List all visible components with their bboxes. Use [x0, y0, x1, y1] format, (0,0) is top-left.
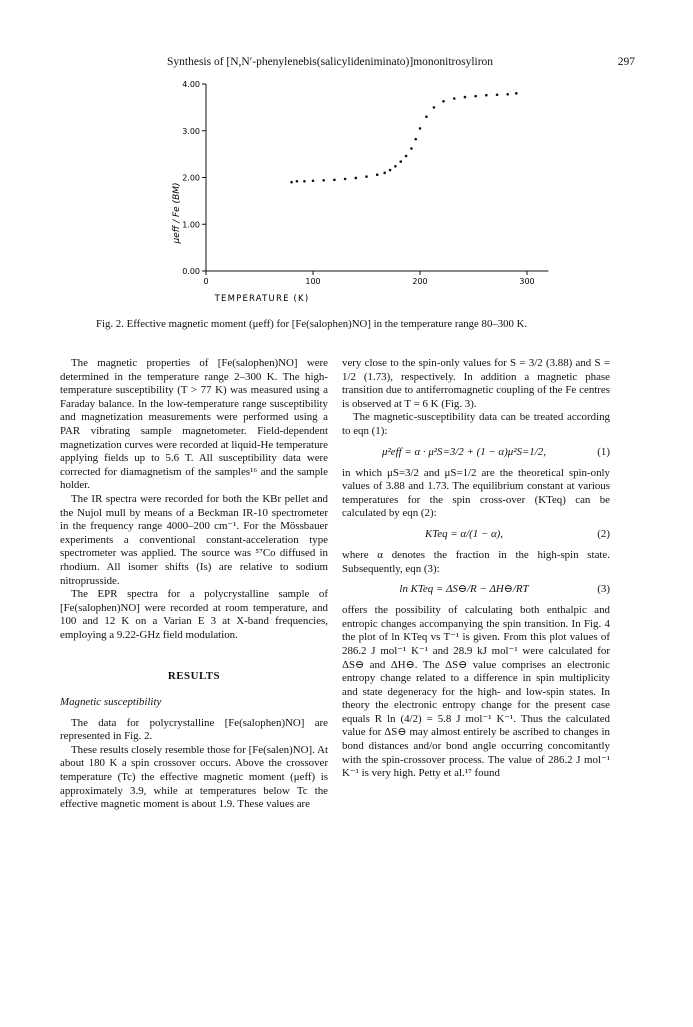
- chart-axes: [206, 84, 548, 271]
- data-point: [399, 160, 402, 163]
- y-ticks: [182, 80, 206, 276]
- paragraph: The IR spectra were recorded for both the KBr pellet and the Nujol mull by means of a Beckman IR-10 spectrometer in the frequency range 4000–200 cm⁻¹. For the Mössbauer experiments a conventional constant-acceleration type spectrometer was applied. The source was ⁵⁷Co diffused in rhodium. All isomer shifts (Is) are relative to sodium nitroprusside.: [60, 492, 328, 587]
- y-tick-label: 0.00: [182, 267, 200, 276]
- right-column: [342, 357, 610, 781]
- data-point: [410, 147, 413, 150]
- data-point: [312, 179, 315, 182]
- paragraph: The data for polycrystalline [Fe(salophen)NO] are represented in Fig. 2.: [60, 716, 328, 743]
- data-point: [474, 95, 477, 98]
- data-point: [383, 172, 386, 175]
- paragraph: The EPR spectra for a polycrystalline sample of [Fe(salophen)NO] were recorded at room temperature, and 100 and 12 K on a Varian E 3 at X-band frequencies, employing a 9.22-GHz field modulation.: [60, 588, 328, 641]
- data-point: [414, 138, 417, 141]
- paragraph: The magnetic properties of [Fe(salophen)NO] were determined in the temperature range 2–300 K. The high-temperature susceptibility (T > 77 K) was measured using a Faraday balance. In the low-temperature range susceptibility and magnetization measurements were performed using a PAR vibrating sample magnetometer. Field-dependent magnetization curves were recorded at liquid-He temperature applying fields up to 5.6 T. All susceptibility data were corrected for diamagnetism of the samples¹⁶ and the sample holder.: [60, 357, 328, 492]
- data-point: [442, 100, 445, 103]
- paragraph: very close to the spin-only values for S = 3/2 (3.88) and S = 1/2 (1.73), respectively. In addition a magnetic phase transition due to antiferromagnetic coupling of the Fe centres is observed at T = 6 K (Fig. 3).: [342, 357, 610, 410]
- data-point: [344, 178, 347, 181]
- equation-number: (2): [597, 527, 610, 540]
- data-point: [303, 180, 306, 183]
- data-points: [290, 92, 517, 183]
- data-point: [433, 106, 436, 109]
- data-point: [376, 173, 379, 176]
- paragraph: in which μS=3/2 and μS=1/2 are the theoretical spin-only values of 3.88 and 1.73. The equilibrium constant at various temperatures for the spin cross-over (KTeq) can be calculated by eqn (2):: [342, 466, 610, 520]
- data-point: [394, 165, 397, 168]
- data-point: [485, 94, 488, 97]
- data-point: [365, 175, 368, 178]
- y-axis-label: μeff / Fe (BM): [172, 182, 182, 244]
- data-point: [453, 97, 456, 100]
- paragraph: These results closely resemble those for [Fe(salen)NO]. At about 180 K a spin crossover occurs. Above the crossover temperature (Tc) the effective magnetic moment (μeff) is approximately 3.9, while at temperatures below Tc the effective magnetic moment is about 1.9. These values are: [60, 743, 328, 811]
- data-point: [419, 127, 422, 130]
- data-point: [322, 179, 325, 182]
- data-point: [515, 92, 518, 95]
- x-ticks: [203, 271, 534, 286]
- paragraph: offers the possibility of calculating both enthalpic and entropic changes accompanying the spin transition. In Fig. 4 the plot of ln KTeq vs T⁻¹ is given. From this plot values of 286.2 J mol⁻¹ K⁻¹ and 28.9 kJ mol⁻¹ were calculated for ΔS⊖ and ΔH⊖. The ΔS⊖ value comprises an electronic entropy change related to a difference in spin multiplicity and state degeneracy for the high- and low-spin states. In theory the electronic entropy change for the present case equals R ln (4/2) = 5.8 J mol⁻¹ K⁻¹. Thus the calculated value for ΔS⊖ may almost entirely be ascribed to changes in bond distances and/or bond angle occurring concomitantly with the spin-crossover process. The value of 286.2 J mol⁻¹ K⁻¹ is very high. Petty et al.¹⁷ found: [342, 604, 610, 780]
- x-tick-label: 100: [305, 277, 321, 286]
- equation-number: (3): [597, 583, 610, 596]
- paragraph: The magnetic-susceptibility data can be treated according to eqn (1):: [342, 411, 610, 437]
- y-tick-label: 1.00: [182, 220, 200, 230]
- data-point: [425, 115, 428, 118]
- x-tick-label: 300: [519, 277, 535, 286]
- equation-3: [342, 576, 610, 604]
- magnetic-moment-chart: [0, 75, 693, 315]
- data-point: [355, 177, 358, 180]
- equation-2: [342, 521, 610, 549]
- y-tick-label: 3.00: [182, 126, 200, 136]
- data-point: [405, 155, 408, 158]
- equation-number: (1): [597, 445, 610, 458]
- paragraph: where α denotes the fraction in the high-spin state. Subsequently, eqn (3):: [342, 548, 610, 575]
- data-point: [389, 169, 392, 172]
- data-point: [506, 93, 509, 96]
- x-tick-label: 0: [203, 277, 209, 286]
- data-point: [290, 181, 293, 184]
- y-tick-label: 4.00: [182, 80, 200, 89]
- equation-expression: ln KTeq = ΔS⊖/R − ΔH⊖/RT: [399, 583, 529, 596]
- y-tick-label: 2.00: [182, 173, 200, 183]
- x-axis-label: TEMPERATURE (K): [214, 294, 310, 304]
- subsection-heading: Magnetic susceptibility: [60, 696, 162, 709]
- running-title: Synthesis of [N,N′-phenylenebis(salicylideniminato)]mononitrosyliron: [167, 56, 494, 68]
- equation-1: [342, 439, 610, 467]
- data-point: [333, 179, 336, 182]
- page-number: 297: [617, 56, 635, 68]
- data-point: [464, 96, 467, 99]
- data-point: [296, 180, 299, 183]
- x-tick-label: 200: [412, 277, 428, 286]
- running-header: [95, 56, 635, 72]
- figure-caption: Fig. 2. Effective magnetic moment (μeff) for [Fe(salophen)NO] in the temperature range 80–300 K.: [96, 318, 528, 330]
- equation-expression: KTeq = α/(1 − α),: [424, 527, 504, 540]
- left-column: [60, 357, 328, 812]
- equation-expression: μ²eff = α · μ²S=3/2 + (1 − α)μ²S=1/2,: [382, 445, 546, 458]
- section-heading: RESULTS: [167, 670, 221, 683]
- data-point: [496, 93, 499, 96]
